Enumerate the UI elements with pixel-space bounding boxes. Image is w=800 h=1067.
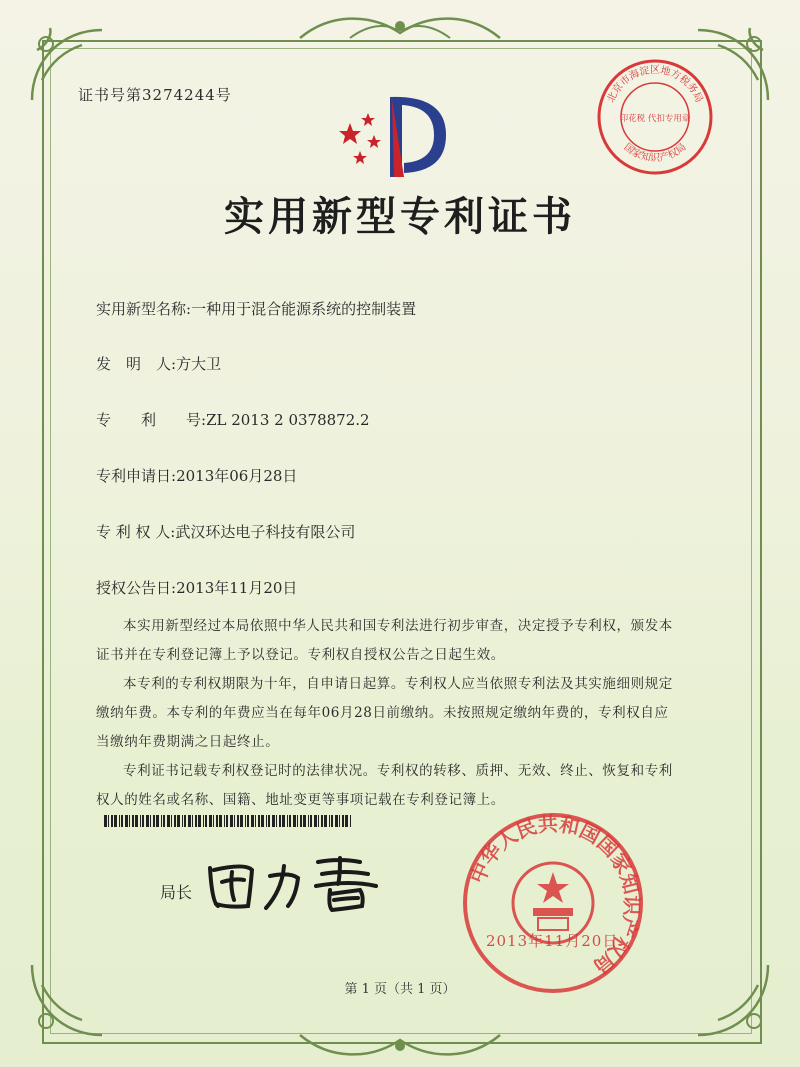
barcode-bar <box>171 815 172 827</box>
barcode-bar <box>161 815 162 827</box>
barcode-bar <box>192 815 193 827</box>
patent-number-row <box>96 409 370 430</box>
barcode-bar <box>342 815 344 827</box>
body-paragraph: 本实用新型经过本局依照中华人民共和国专利法进行初步审查，决定授予专利权，颁发本证书并在专利登记簿上予以登记。专利权自授权公告之日起生效。 <box>96 618 673 663</box>
barcode-bar <box>321 815 323 827</box>
patent-number-value: ZL 2013 2 0378872.2 <box>206 411 370 429</box>
grant-date-value: 2013年11月20日 <box>176 579 298 597</box>
barcode-bar <box>230 815 233 827</box>
barcode-bar <box>258 815 260 827</box>
inventor-value: 方大卫 <box>176 355 222 373</box>
page-number: 第 1 页（共 1 页） <box>344 982 456 997</box>
barcode-bar <box>324 815 327 827</box>
barcode-bar <box>272 815 275 827</box>
certificate-number: 证书号第3274244号 <box>78 86 232 104</box>
barcode-bar <box>150 815 151 827</box>
barcode-bar <box>293 815 296 827</box>
barcode-bar <box>213 815 214 827</box>
barcode-bar <box>308 815 309 827</box>
national-seal-text: 中华人民共和国国家知识产权局 <box>465 811 645 979</box>
barcode-bar <box>111 815 113 827</box>
corner-ornament-bottom-left <box>22 955 112 1045</box>
filing-date-label: 专利申请日: <box>96 467 177 485</box>
barcode-bar <box>247 815 249 827</box>
director-title: 局长 <box>160 883 193 902</box>
inventor-label: 发 明 人: <box>96 355 177 373</box>
director-signature <box>200 848 390 918</box>
patent-number-label: 专 利 号: <box>96 411 207 429</box>
barcode-bar <box>300 815 302 827</box>
barcode-bar <box>251 815 254 827</box>
grant-date-row <box>96 577 297 598</box>
barcode-bar <box>303 815 306 827</box>
barcode-bar <box>182 815 183 827</box>
barcode-bar <box>335 815 338 827</box>
barcode-bar <box>289 815 291 827</box>
utility-model-name-label: 实用新型名称: <box>96 300 192 318</box>
certificate-title: 实用新型专利证书 <box>224 193 576 240</box>
barcode-bar <box>156 815 159 827</box>
inventor-row <box>96 353 221 374</box>
barcode-bar <box>266 815 267 827</box>
barcode-bar <box>297 815 298 827</box>
tax-seal-bottom-text: 国家知识产权局 <box>621 141 689 164</box>
barcode-bar <box>255 815 256 827</box>
barcode-bar <box>135 815 138 827</box>
tax-seal-top-text: 北京市海淀区地方税务局 <box>605 65 705 105</box>
barcode-bar <box>329 815 330 827</box>
certificate-body <box>96 612 676 815</box>
barcode-bar <box>276 815 277 827</box>
barcode <box>104 815 354 827</box>
barcode-bar <box>125 815 128 827</box>
barcode-bar <box>142 815 144 827</box>
barcode-bar <box>219 815 222 827</box>
bottom-center-ornament <box>290 1030 510 1065</box>
barcode-bar <box>188 815 191 827</box>
national-ip-office-seal <box>458 808 648 998</box>
barcode-bar <box>318 815 319 827</box>
patent-office-logo-icon <box>330 85 450 185</box>
barcode-bar <box>339 815 340 827</box>
barcode-bar <box>279 815 281 827</box>
barcode-bar <box>216 815 218 827</box>
barcode-bar <box>237 815 239 827</box>
barcode-bar <box>261 815 264 827</box>
barcode-bar <box>195 815 197 827</box>
top-center-ornament <box>290 8 510 48</box>
barcode-bar <box>184 815 186 827</box>
barcode-bar <box>240 815 243 827</box>
barcode-bar <box>287 815 288 827</box>
body-paragraph: 本专利的专利权期限为十年，自申请日起算。专利权人应当依照专利法及其实施细则规定缴纳年费。本专利的年费应当在每年06月28日前缴纳。未按照规定缴纳年费的，专利权自应当缴纳年费期满之日起终止。 <box>96 676 673 750</box>
barcode-bar <box>198 815 201 827</box>
svg-text:北京市海淀区地方税务局 <box>605 63 705 104</box>
filing-date-value: 2013年06月28日 <box>176 467 298 485</box>
barcode-bar <box>119 815 120 827</box>
barcode-bar <box>104 815 107 827</box>
corner-ornament-bottom-right <box>688 955 778 1045</box>
barcode-bar <box>268 815 270 827</box>
barcode-bar <box>132 815 134 827</box>
barcode-bar <box>174 815 176 827</box>
barcode-bar <box>282 815 285 827</box>
patentee-label: 专 利 权 人: <box>96 523 176 541</box>
patentee-value: 武汉环达电子科技有限公司 <box>175 523 356 541</box>
svg-text:国家知识产权局 <box>621 141 688 164</box>
grant-date-label: 授权公告日: <box>96 579 177 597</box>
barcode-bar <box>121 815 123 827</box>
barcode-bar <box>245 815 246 827</box>
barcode-bar <box>153 815 155 827</box>
barcode-bar <box>310 815 312 827</box>
utility-model-name-row <box>96 298 416 319</box>
body-paragraph: 专利证书记载专利权登记时的法律状况。专利权的转移、质押、无效、终止、恢复和专利权人的姓名或名称、国籍、地址变更等事项记载在专利登记簿上。 <box>96 763 673 808</box>
barcode-bar <box>203 815 204 827</box>
filing-date-row <box>96 465 297 486</box>
barcode-bar <box>108 815 109 827</box>
barcode-bar <box>140 815 141 827</box>
tax-seal-center-text: 印花税 代扣专用章 <box>619 114 691 124</box>
barcode-bar <box>345 815 348 827</box>
barcode-bar <box>114 815 117 827</box>
barcode-bar <box>224 815 225 827</box>
utility-model-name-value: 一种用于混合能源系统的控制装置 <box>191 300 417 318</box>
barcode-bar <box>350 815 351 827</box>
barcode-bar <box>209 815 212 827</box>
barcode-bar <box>234 815 235 827</box>
tax-stamp-seal <box>596 58 714 176</box>
barcode-bar <box>205 815 207 827</box>
barcode-bar <box>314 815 317 827</box>
barcode-bar <box>331 815 333 827</box>
barcode-bar <box>129 815 130 827</box>
barcode-bar <box>226 815 228 827</box>
barcode-bar <box>167 815 170 827</box>
barcode-bar <box>146 815 149 827</box>
barcode-bar <box>163 815 165 827</box>
seal-date: 2013年11月20日 <box>486 932 619 950</box>
barcode-bar <box>177 815 180 827</box>
patentee-row <box>96 521 355 542</box>
